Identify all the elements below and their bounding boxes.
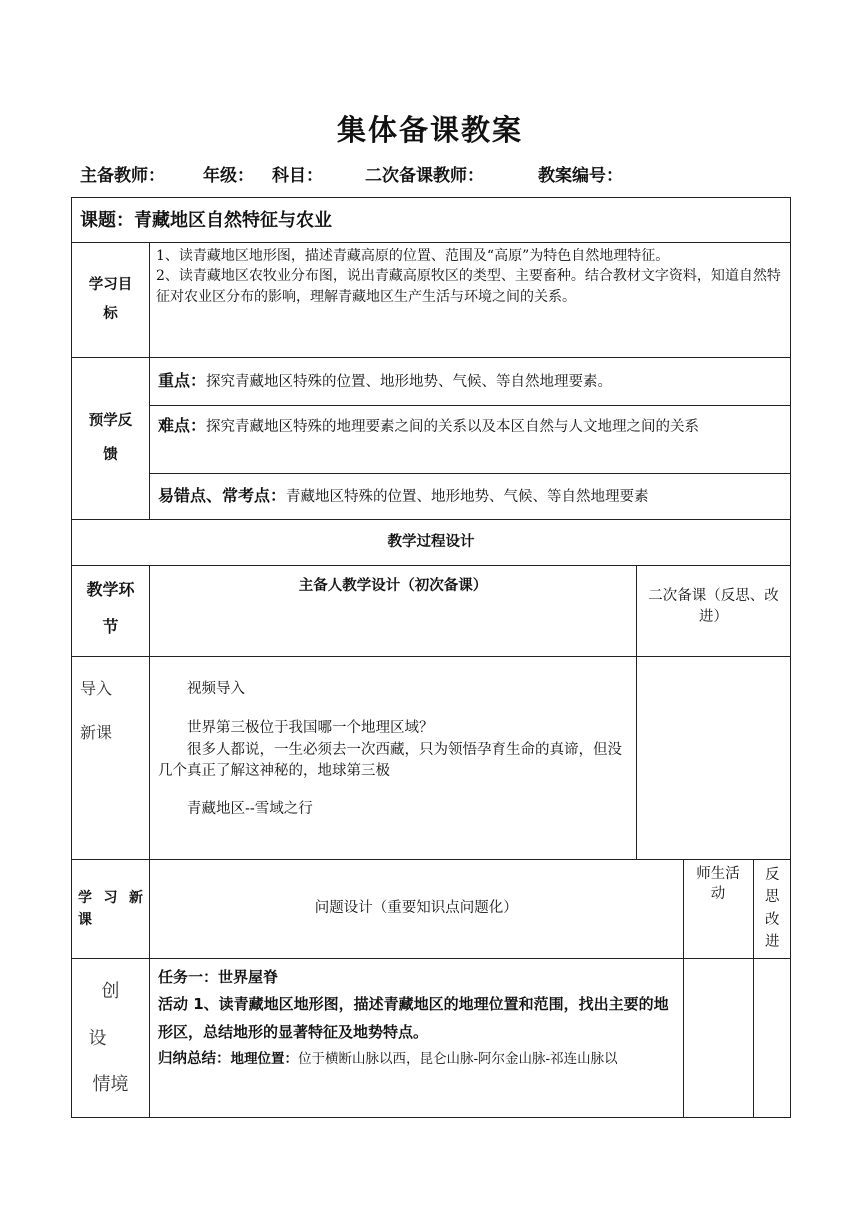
intro-row [72, 657, 791, 860]
plan-number-label: 教案编号： [538, 166, 623, 186]
difficult-point-cell [150, 406, 791, 474]
learn-header-split [150, 860, 791, 959]
key-point-label: 重点： [158, 371, 207, 391]
preview-label [72, 358, 150, 520]
process-title-row [72, 520, 791, 566]
intro-label [72, 657, 150, 860]
process-title: 教学过程设计 [72, 520, 791, 566]
key-point-cell [150, 358, 791, 406]
situation-label [72, 958, 150, 1117]
objective-item-1: 1、读青藏地区地形图，描述青藏高原的位置、范围及“高原”为特色自然地理特征。 [156, 248, 670, 264]
process-col-stage-line1: 教学环 [86, 580, 135, 599]
position-label: 地理位置： [230, 1051, 298, 1068]
situation-inner [150, 959, 791, 1117]
topic-text: 课题：青藏地区自然特征与农业 [80, 209, 332, 231]
topic-row [72, 198, 791, 243]
objectives-label-line2: 标 [103, 306, 118, 322]
document-title: 集体备课教案 [336, 113, 523, 147]
intro-paragraph-1: 视频导入 [187, 681, 245, 697]
subject-label: 科目： [272, 166, 323, 186]
situation-activity-cell [683, 959, 753, 1117]
activity-header: 师生活动 [683, 860, 753, 958]
process-col-stage [72, 566, 150, 657]
objectives-row [72, 243, 791, 358]
objective-item-2: 2、读青藏地区农牧业分布图，说出青藏高原牧区的类型、主要畜种。结合教材文字资料，知道自然特征对农业区分布的影响，理解青藏地区生产生活与环境之间的关系。 [156, 268, 781, 305]
situation-content [150, 959, 683, 1117]
intro-second-design [637, 657, 791, 860]
situation-label-line2: 设 [88, 1027, 107, 1049]
situation-label-line1: 创 [101, 980, 120, 1002]
second-teacher-label: 二次备课教师： [365, 166, 484, 186]
objectives-label-line1: 学习目 [88, 277, 133, 293]
process-header-row [72, 566, 791, 657]
intro-label-line1: 导入 [80, 679, 113, 698]
process-col-second-design: 二次备课（反思、改进） [637, 566, 791, 657]
question-design-header: 问题设计（重要知识点问题化） [150, 860, 683, 958]
key-point-text: 探究青藏地区特殊的位置、地形地势、气候、等自然地理要素。 [206, 374, 613, 391]
summary-label: 归纳总结： [158, 1051, 231, 1068]
intro-paragraph-2: 世界第三极位于我国哪一个地理区域？ [187, 720, 434, 737]
task-title: 任务一：世界屋脊 [158, 967, 279, 986]
reflect-header: 反思改进 [753, 860, 791, 958]
learn-header-row [72, 860, 791, 959]
situation-split [150, 958, 791, 1117]
lesson-plan-table [71, 197, 791, 1118]
error-point-row [72, 474, 791, 520]
position-text: 位于横断山脉以西，昆仑山脉-阿尔金山脉-祁连山脉以 [298, 1051, 618, 1068]
intro-content [150, 657, 637, 860]
key-point-row [72, 358, 791, 406]
error-point-text: 青藏地区特殊的位置、地形地势、气候、等自然地理要素 [286, 489, 649, 506]
preview-label-line1: 预学反 [88, 413, 133, 430]
activity-text: 活动 1、读青藏地区地形图，描述青藏地区的地理位置和范围，找出主要的地形区，总结地形的显著特征及地势特点。 [158, 994, 669, 1041]
process-col-main-design: 主备人教学设计（初次备课） [150, 566, 637, 657]
intro-label-line2: 新课 [80, 723, 113, 742]
situation-row [72, 958, 791, 1117]
error-point-label: 易错点、常考点： [158, 486, 287, 506]
preview-label-line2: 馈 [103, 446, 118, 463]
intro-paragraph-3: 很多人都说，一生必须去一次西藏，只为领悟孕育生命的真谛，但没几个真正了解这神秘的，地球第三极 [158, 741, 622, 780]
process-col-stage-line2: 节 [102, 616, 119, 636]
intro-paragraph-4: 青藏地区--雪域之行 [187, 800, 313, 817]
difficult-point-label: 难点： [158, 416, 207, 435]
objectives-label [72, 243, 150, 358]
error-point-cell [150, 474, 791, 520]
situation-label-line3: 情境 [92, 1074, 129, 1096]
learn-header-inner [150, 860, 791, 958]
difficult-point-row [72, 406, 791, 474]
learn-label: 学 习 新 课 [72, 860, 150, 959]
grade-label: 年级： [203, 166, 254, 186]
objectives-content [150, 243, 791, 358]
difficult-point-text: 探究青藏地区特殊的地理要素之间的关系以及本区自然与人文地理之间的关系 [206, 419, 700, 435]
main-teacher-label: 主备教师： [80, 166, 165, 186]
situation-reflect-cell [753, 959, 791, 1117]
